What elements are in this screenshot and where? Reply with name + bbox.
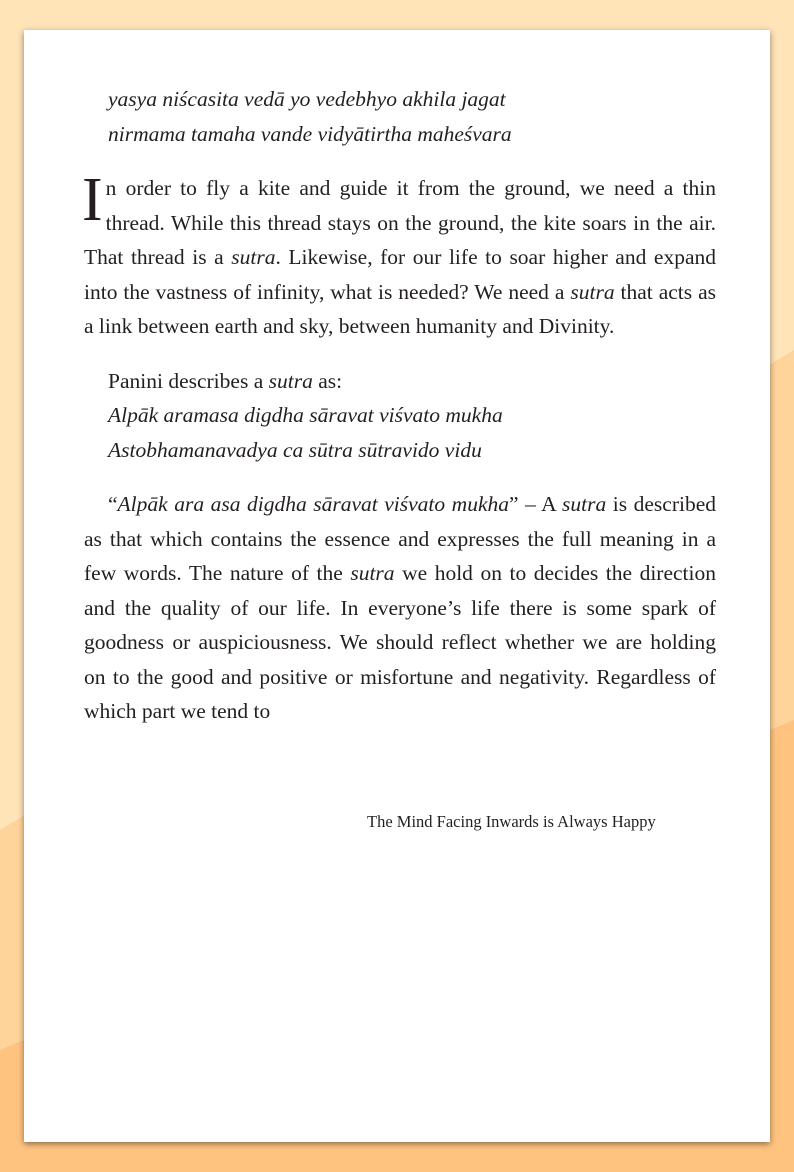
panini-intro-text-a: Panini describes a	[108, 368, 269, 393]
paragraph-kite-text-a: n order to fly a kite and guide it from the ground, we need a thin thread. While this thread stays on the ground, the kite soars in the air. That thread is a	[84, 176, 716, 269]
invocation-line-2: nirmama tamaha vande vidyātirtha maheśvara	[108, 121, 512, 146]
paragraph-meaning-text-b: we hold on to decides the direction and the quality of our life. In everyone’s life there is some spark of goodness or auspiciousness. We should reflect whether we are holding on to the good and positive or misfortune and negativity. Regardless of which part we tend to	[84, 561, 716, 723]
sutra-term: sutra	[562, 492, 607, 516]
invocation-line-1: yasya niścasita vedā yo vedebhyo akhila jagat	[108, 87, 506, 111]
panini-definition	[108, 364, 716, 468]
quoted-verse: Alpāk ara asa digdha sāravat viśvato mukha	[117, 492, 509, 516]
sutra-term: sutra	[350, 561, 395, 585]
paragraph-kite-text-b: . Likewise, for our life to soar higher and expand into the vastness of infinity, what is needed? We need a	[84, 245, 716, 304]
running-footer-title: The Mind Facing Inwards is Always Happy	[367, 812, 656, 831]
paragraph-meaning-text-a: is described as that which contains the essence and expresses the full meaning in a few words. The nature of the	[84, 492, 716, 585]
paragraph-kite	[82, 166, 716, 344]
sutra-term: sutra	[268, 368, 313, 393]
sutra-term: sutra	[570, 279, 615, 304]
quote-open: “	[108, 492, 118, 516]
panini-verse-line-1: Alpāk aramasa digdha sāravat viśvato mukha	[108, 403, 503, 427]
book-page	[24, 30, 770, 1142]
paragraph-sutra-meaning	[84, 487, 716, 729]
panini-intro-text-b: as:	[312, 368, 343, 393]
panini-verse-line-2: Astobhamanavadya ca sūtra sūtravido vidu	[108, 437, 482, 462]
quote-close: ” – A	[509, 492, 563, 516]
panini-intro	[108, 364, 716, 399]
invocation-verse	[108, 82, 716, 151]
paragraph-kite-text-c: that acts as a link between earth and sky, between humanity and Divinity.	[84, 279, 716, 338]
sutra-term: sutra	[231, 245, 276, 269]
drop-cap: I	[82, 166, 103, 234]
page-content	[84, 82, 716, 729]
